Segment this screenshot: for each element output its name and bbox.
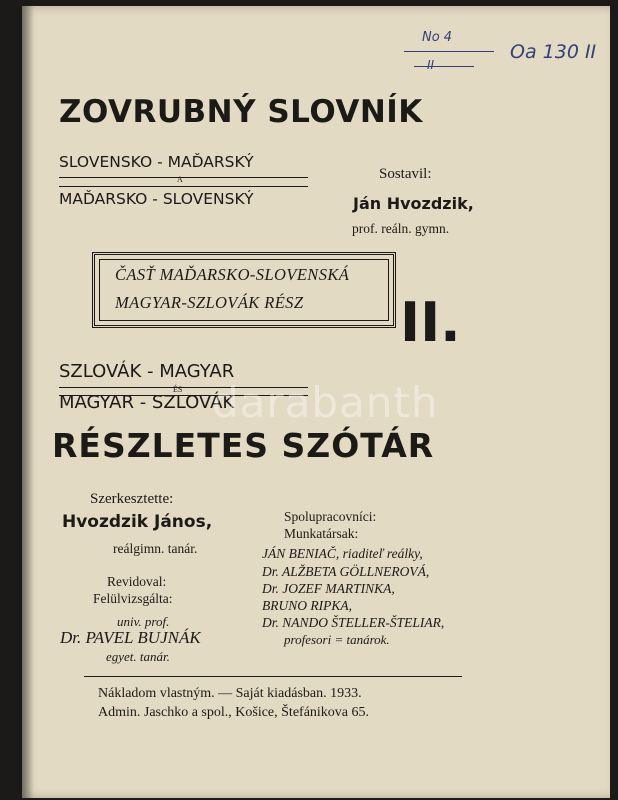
reviewer-prefix: univ. prof. xyxy=(117,614,170,629)
title-page xyxy=(22,6,610,798)
part-line1: ČASŤ MAĎARSKO-SLOVENSKÁ xyxy=(115,265,350,284)
subtitle-conj: A xyxy=(177,175,183,184)
subtitle-rule-bottom xyxy=(59,186,308,187)
editor-name: Hvozdzik János, xyxy=(62,512,213,532)
collaborator-name: BRUNO RIPKA, xyxy=(262,598,352,613)
collaborators-label-hu: Munkatársak: xyxy=(284,526,359,541)
watermark: darabanth xyxy=(212,378,439,427)
handwritten-underline xyxy=(404,51,494,52)
imprint-rule xyxy=(84,676,462,677)
reviewer-label-hu: Felülvizsgálta: xyxy=(93,591,173,606)
handwritten-catalog-note: Oa 130 II xyxy=(510,41,597,63)
subtitle-line1: SLOVENSKO - MAĎARSKÝ xyxy=(59,153,254,171)
collaborator-name: Dr. ALŽBETA GÖLLNEROVÁ, xyxy=(262,564,430,579)
imprint-line2: Admin. Jaschko a spol., Košice, Štefánikova 65. xyxy=(98,705,370,720)
collaborator-name: Dr. JOZEF MARTINKA, xyxy=(262,581,395,596)
main-title: ZOVRUBNÝ SLOVNÍK xyxy=(59,94,423,130)
part-box xyxy=(92,252,396,328)
reviewer-name: Dr. PAVEL BUJNÁK xyxy=(60,628,201,647)
compiler-role: prof. reáln. gymn. xyxy=(352,221,450,236)
editor-role: reálgimn. tanár. xyxy=(113,541,198,556)
subtitle-rule-top xyxy=(59,177,308,178)
hu-main-title: RÉSZLETES SZÓTÁR xyxy=(52,426,435,465)
reviewer-role: egyet. tanár. xyxy=(106,649,170,664)
handwritten-underline-2 xyxy=(414,66,474,67)
part-line2: MAGYAR-SZLOVÁK RÉSZ xyxy=(115,293,304,312)
collaborators-footer: profesori = tanárok. xyxy=(284,632,390,647)
reviewer-label-sk: Revidoval: xyxy=(107,574,167,589)
collaborators-label-sk: Spolupracovníci: xyxy=(284,509,377,524)
handwritten-shelf-sub: II xyxy=(427,58,435,72)
collaborator-name: JÁN BENIAČ, riaditeľ reálky, xyxy=(262,546,423,561)
hu-subtitle-conj: ÉS xyxy=(173,385,183,394)
hu-subtitle-line1: SZLOVÁK - MAGYAR xyxy=(59,361,235,382)
page-gutter xyxy=(22,6,34,798)
subtitle-line2: MAĎARSKO - SLOVENSKÝ xyxy=(59,190,254,208)
volume-number: II. xyxy=(400,291,461,354)
hu-subtitle-line2: MAGYAR - SZLOVÁK xyxy=(59,392,235,413)
handwritten-shelf-mark: No 4 xyxy=(422,30,453,45)
compiler-name: Ján Hvozdzik, xyxy=(353,194,474,213)
compiler-label: Sostavil: xyxy=(379,166,432,182)
collaborator-name: Dr. NANDO ŠTELLER-ŠTELIAR, xyxy=(262,615,445,630)
imprint-line1: Nákladom vlastným. — Saját kiadásban. 1933. xyxy=(98,686,362,701)
editor-label: Szerkesztette: xyxy=(90,491,174,507)
